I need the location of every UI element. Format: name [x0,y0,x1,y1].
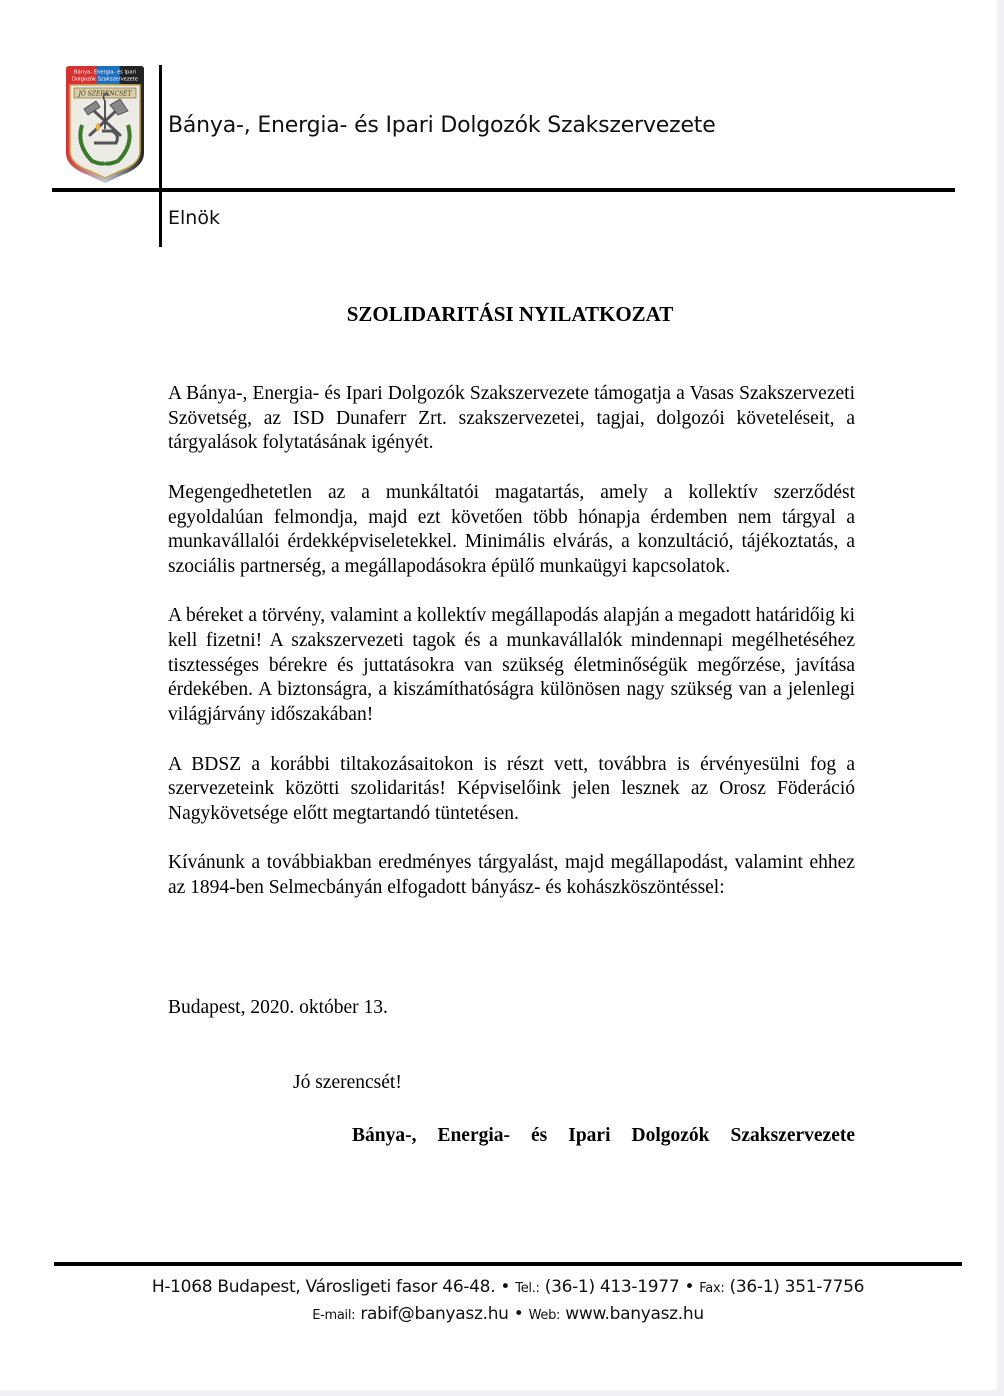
bullet-separator: • [500,1277,511,1297]
signature-organization: Bánya-, Energia- és Ipari Dolgozók Szakszervezete [352,1125,855,1146]
body-paragraph: A Bánya-, Energia- és Ipari Dolgozók Szakszervezete támogatja a Vasas Szakszervezeti Szövetség, az ISD Dunaferr Zrt. szakszervezetei, tagjai, dolgozói követeléseit, a tárgyalások folytatásának igényét. [168,383,855,454]
body-paragraph: Kívánunk a továbbiakban eredményes tárgyalást, majd megállapodást, valamint ehhez az 1894-ben Selmecbányán elfogadott bányász- és kohászköszöntéssel: [168,852,855,898]
greeting: Jó szerencsét! [293,1072,402,1093]
footer-website-link[interactable]: www.banyasz.hu [565,1304,704,1324]
document-date: Budapest, 2020. október 13. [168,997,388,1018]
footer-web-line [0,1304,1004,1324]
footer-phone: (36-1) 413-1977 [544,1277,680,1297]
union-crest-logo [62,65,148,185]
footer-fax: (36-1) 351-7756 [729,1277,865,1297]
web-label: Web: [528,1308,561,1323]
footer-contact-line [0,1277,1004,1297]
header-organization-name: Bánya-, Energia- és Ipari Dolgozók Szakszervezete [168,113,716,138]
header-horizontal-rule [52,188,955,192]
footer-email-link[interactable]: rabif@banyasz.hu [360,1304,509,1324]
footer-address: H-1068 Budapest, Városligeti fasor 46-48. [151,1277,496,1297]
fax-label: Fax: [699,1281,725,1296]
logo-motto-text: JÓ SZERENCSÉT [78,90,132,98]
body-paragraph: A béreket a törvény, valamint a kollektív megállapodás alapján a megadott határidőig ki kell fizetni! A szakszervezeti tagok és a munkavállalók mindennapi megélhetéséhez tisztességes bérekre és juttatásokra van szükség életminőségük megőrzése, javítása érdekében. A biztonságra, a kiszámíthatóságra különösen nagy szükség van a jelenlegi világjárvány időszakában! [168,605,855,726]
document-title: SZOLIDARITÁSI NYILATKOZAT [346,302,674,326]
document-body [168,382,855,925]
svg-text:Dolgozók Szakszervezete: Dolgozók Szakszervezete [72,76,138,83]
header-role: Elnök [168,207,220,229]
tel-label: Tel.: [515,1281,540,1296]
bullet-separator: • [513,1304,524,1324]
body-paragraph: Megengedhetetlen az a munkáltatói magatartás, amely a kollektív szerződést egyoldalúan felmondja, majd ezt követően több hónapja érdemben nem tárgyal a munkavállalói érdekképviseletekkel. Minimális elvárás, a konzultáció, tájékoztatás, a szociális partnerség, a megállapodásokra épülő munkaügyi kapcsolatok. [168,481,855,577]
footer-horizontal-rule [54,1262,962,1266]
body-paragraph: A BDSZ a korábbi tiltakozásaitokon is részt vett, továbbra is érvényesülni fog a szervezeteink közötti szolidaritás! Képviselőink jelen lesznek az Orosz Föderáció Nagykövetsége előtt megtartandó tüntetésen. [168,753,855,824]
email-label: E-mail: [312,1308,356,1323]
bullet-separator: • [684,1277,695,1297]
logo-banner-text: Bánya- Energia- és Ipari [73,69,137,76]
header-vertical-rule [159,65,162,247]
